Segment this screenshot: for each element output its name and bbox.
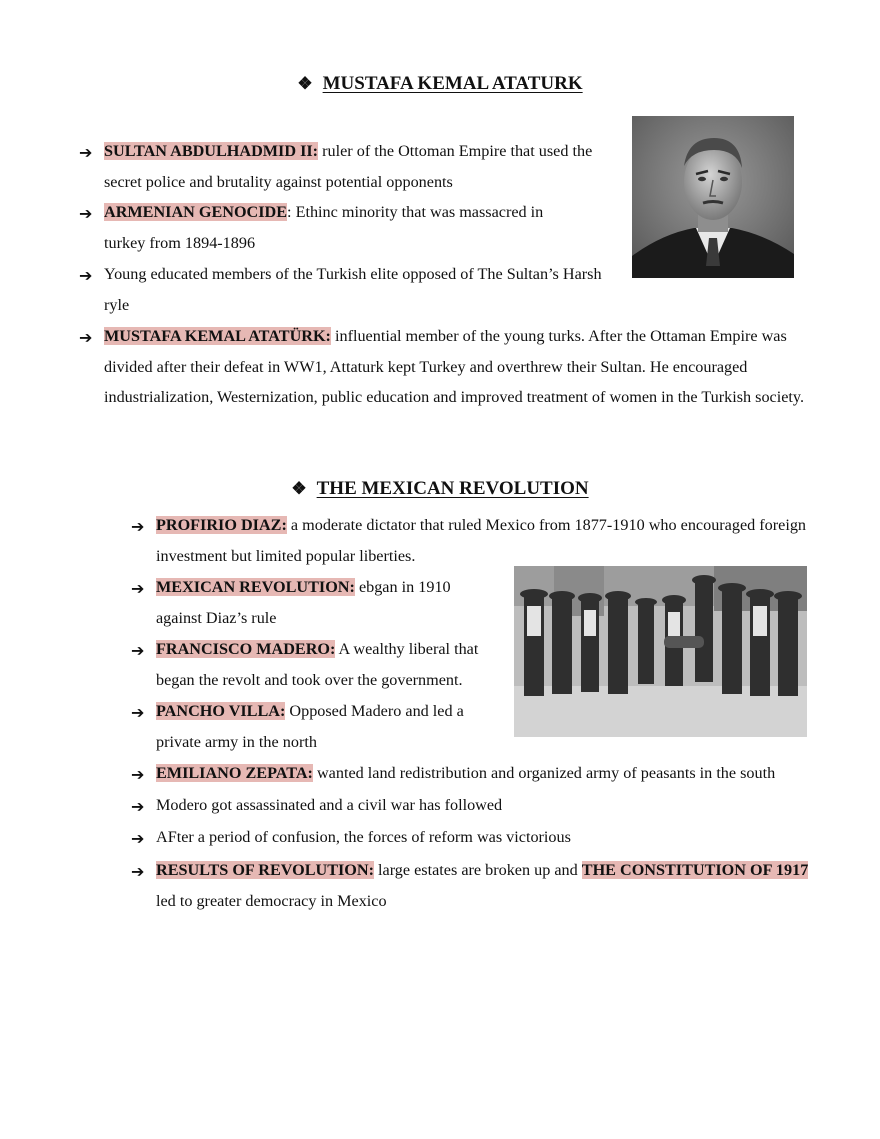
section-heading-ataturk: [0, 73, 880, 95]
item-text: ruler of the Ottoman Empire that used the secret police and brutality against potential opponents: [104, 142, 593, 191]
highlighted-term: THE CONSTITUTION OF 1917: [581, 861, 809, 879]
item-text: Young educated members of the Turkish elite opposed of The Sultan’s Harsh ryle: [104, 265, 602, 314]
highlighted-term: SULTAN ABDULHADMID II:: [104, 142, 319, 160]
arrow-bullet-icon: ➔: [131, 767, 145, 784]
item-text: influential member of the young turks. After the Ottaman Empire was divided after their defeat in WW1, Attaturk kept Turkey and overthrew their Sultan. He encouraged industrialization, Westernization, public education and improved treatment of women in the Turkish society.: [104, 327, 805, 406]
ataturk-portrait-image: [632, 116, 794, 278]
list-item: [104, 197, 584, 258]
highlighted-term: RESULTS OF REVOLUTION:: [156, 861, 374, 879]
item-text: a moderate dictator that ruled Mexico from 1877-1910 who encouraged foreign investment but limited popular liberties.: [156, 516, 807, 565]
item-text: : Ethinc minority that was massacred in turkey from 1894-1896: [104, 203, 544, 252]
highlighted-term: PANCHO VILLA:: [156, 702, 286, 720]
arrow-bullet-icon: ➔: [131, 799, 145, 816]
list-item: [104, 136, 614, 197]
list-item: [156, 572, 486, 633]
arrow-bullet-icon: ➔: [79, 145, 93, 162]
list-item: [104, 259, 604, 320]
highlighted-term: PROFIRIO DIAZ:: [156, 516, 287, 534]
mexican-revolution-photo: [514, 566, 807, 737]
section-heading-mexican-revolution: [0, 478, 880, 500]
list-item: [156, 696, 496, 757]
list-item: [156, 855, 826, 916]
arrow-bullet-icon: ➔: [79, 206, 93, 223]
arrow-bullet-icon: ➔: [131, 864, 145, 881]
diamond-bullet-icon: ❖: [297, 74, 313, 93]
highlighted-term: FRANCISCO MADERO:: [156, 640, 336, 658]
list-item: [104, 321, 832, 413]
item-text: wanted land redistribution and organized army of peasants in the south: [312, 764, 776, 782]
list-item: [156, 790, 836, 821]
list-item: [156, 510, 826, 571]
item-text: AFter a period of confusion, the forces of reform was victorious: [156, 828, 571, 846]
item-text: large estates are broken up and: [373, 861, 582, 879]
highlighted-term: MUSTAFA KEMAL ATATÜRK:: [104, 327, 331, 345]
arrow-bullet-icon: ➔: [131, 581, 145, 598]
item-text: led to greater democracy in Mexico: [156, 891, 387, 910]
section-title: MUSTAFA KEMAL ATATURK: [322, 73, 583, 94]
arrow-bullet-icon: ➔: [79, 268, 93, 285]
arrow-bullet-icon: ➔: [131, 705, 145, 722]
arrow-bullet-icon: ➔: [131, 643, 145, 660]
item-text: ebgan in 1910 against Diaz’s rule: [156, 578, 451, 627]
highlighted-term: ARMENIAN GENOCIDE: [104, 203, 288, 221]
diamond-bullet-icon: ❖: [291, 479, 307, 498]
arrow-bullet-icon: ➔: [131, 519, 145, 536]
item-text: A wealthy liberal that began the revolt and took over the government.: [156, 640, 479, 689]
list-item: [156, 634, 508, 695]
item-text: Modero got assassinated and a civil war has followed: [156, 796, 503, 814]
list-item: [156, 758, 836, 789]
highlighted-term: EMILIANO ZEPATA:: [156, 764, 313, 782]
item-text: Opposed Madero and led a private army in the north: [156, 702, 464, 751]
arrow-bullet-icon: ➔: [79, 330, 93, 347]
highlighted-term: MEXICAN REVOLUTION:: [156, 578, 355, 596]
list-item: [156, 822, 836, 853]
section-title: THE MEXICAN REVOLUTION: [316, 478, 589, 499]
arrow-bullet-icon: ➔: [131, 831, 145, 848]
